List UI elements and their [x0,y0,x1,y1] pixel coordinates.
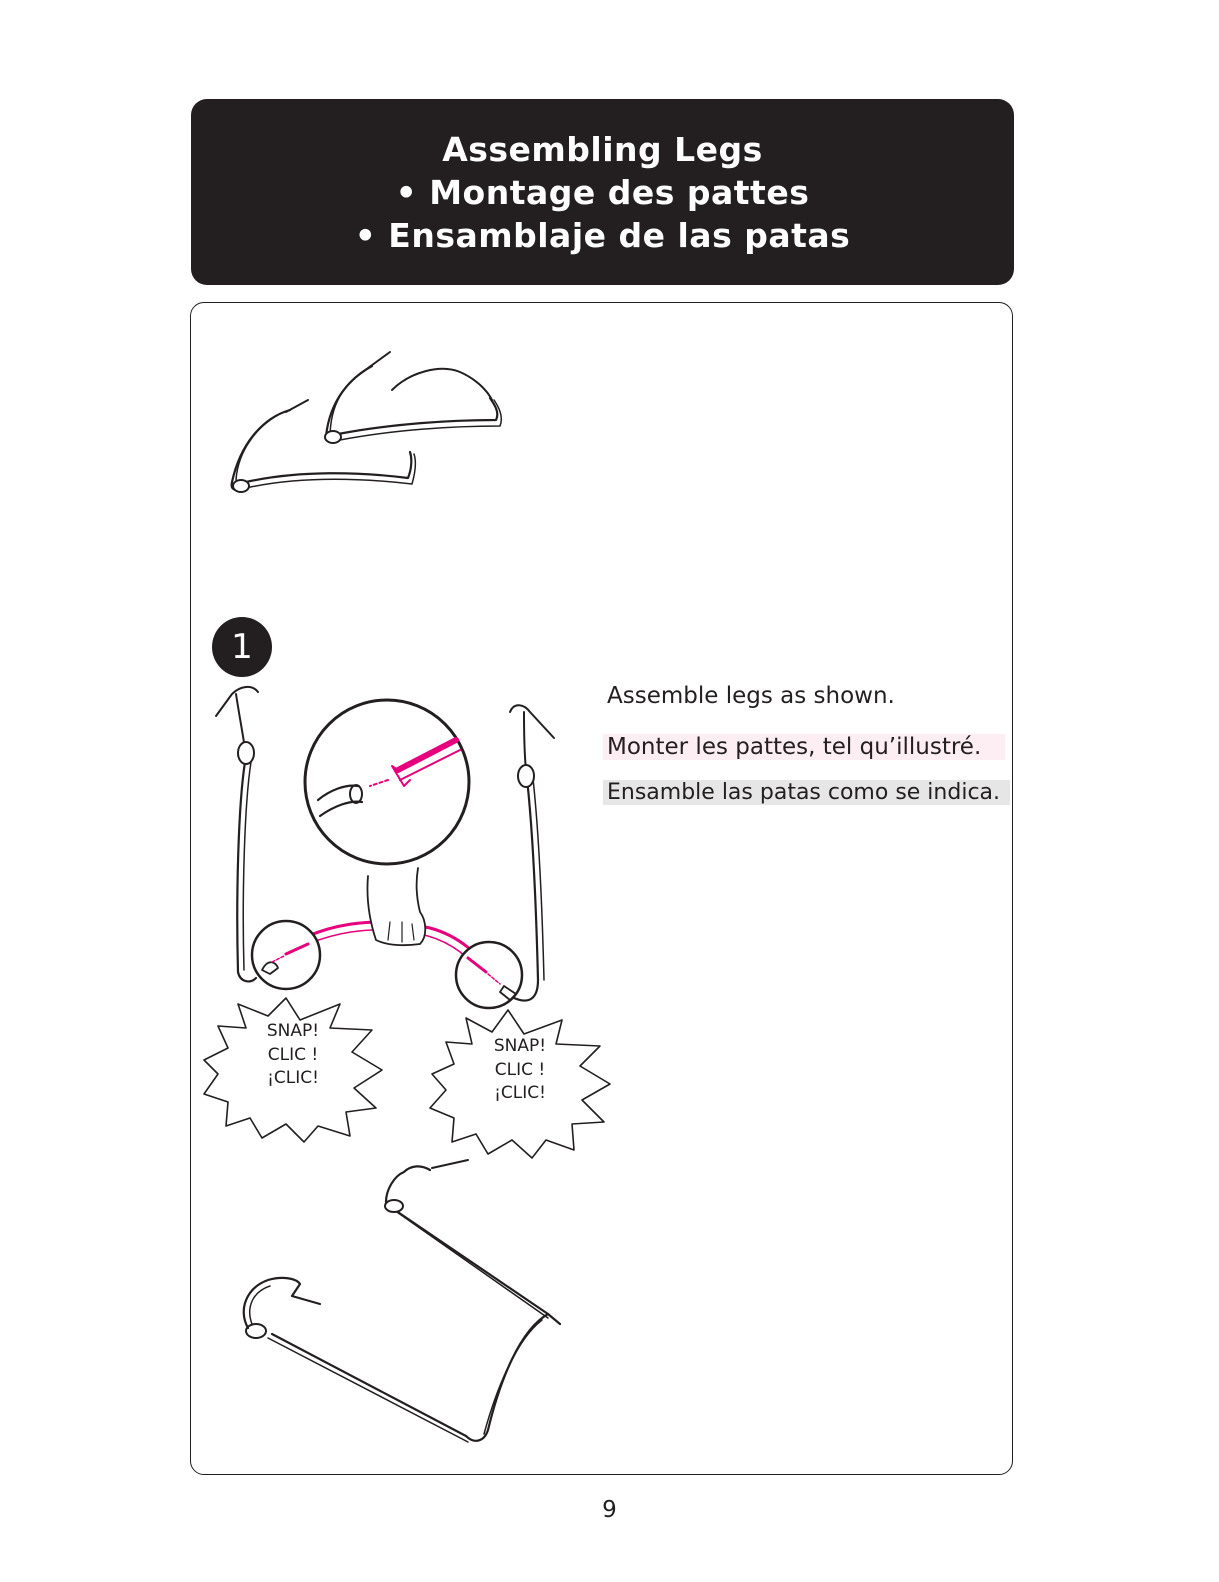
header-title-fr: • Montage des pattes [395,172,810,212]
callout-line: SNAP! [266,1021,320,1041]
callout-line: SNAP! [493,1036,547,1056]
assembled-leg-illustration [244,1160,560,1442]
callout-line: CLIC ! [494,1059,546,1080]
instruction-spanish: Ensamble las patas como se indica. [603,780,1010,805]
header-title-es: • Ensamblaje de las patas [354,215,851,255]
callout-line: ¡CLIC! [494,1083,546,1103]
instruction-english: Assemble legs as shown. [607,683,895,709]
header-title-en: Assembling Legs [442,129,763,169]
callout-line: ¡CLIC! [267,1068,319,1088]
page-number: 9 [602,1497,617,1523]
leg-parts-illustration [232,352,502,492]
snap-callout-left [248,1020,338,1091]
step-number-badge: 1 [212,617,272,677]
snap-callout-right [475,1035,565,1106]
callout-line: CLIC ! [267,1044,319,1065]
instruction-french: Monter les pattes, tel qu’illustré. [603,734,1005,760]
